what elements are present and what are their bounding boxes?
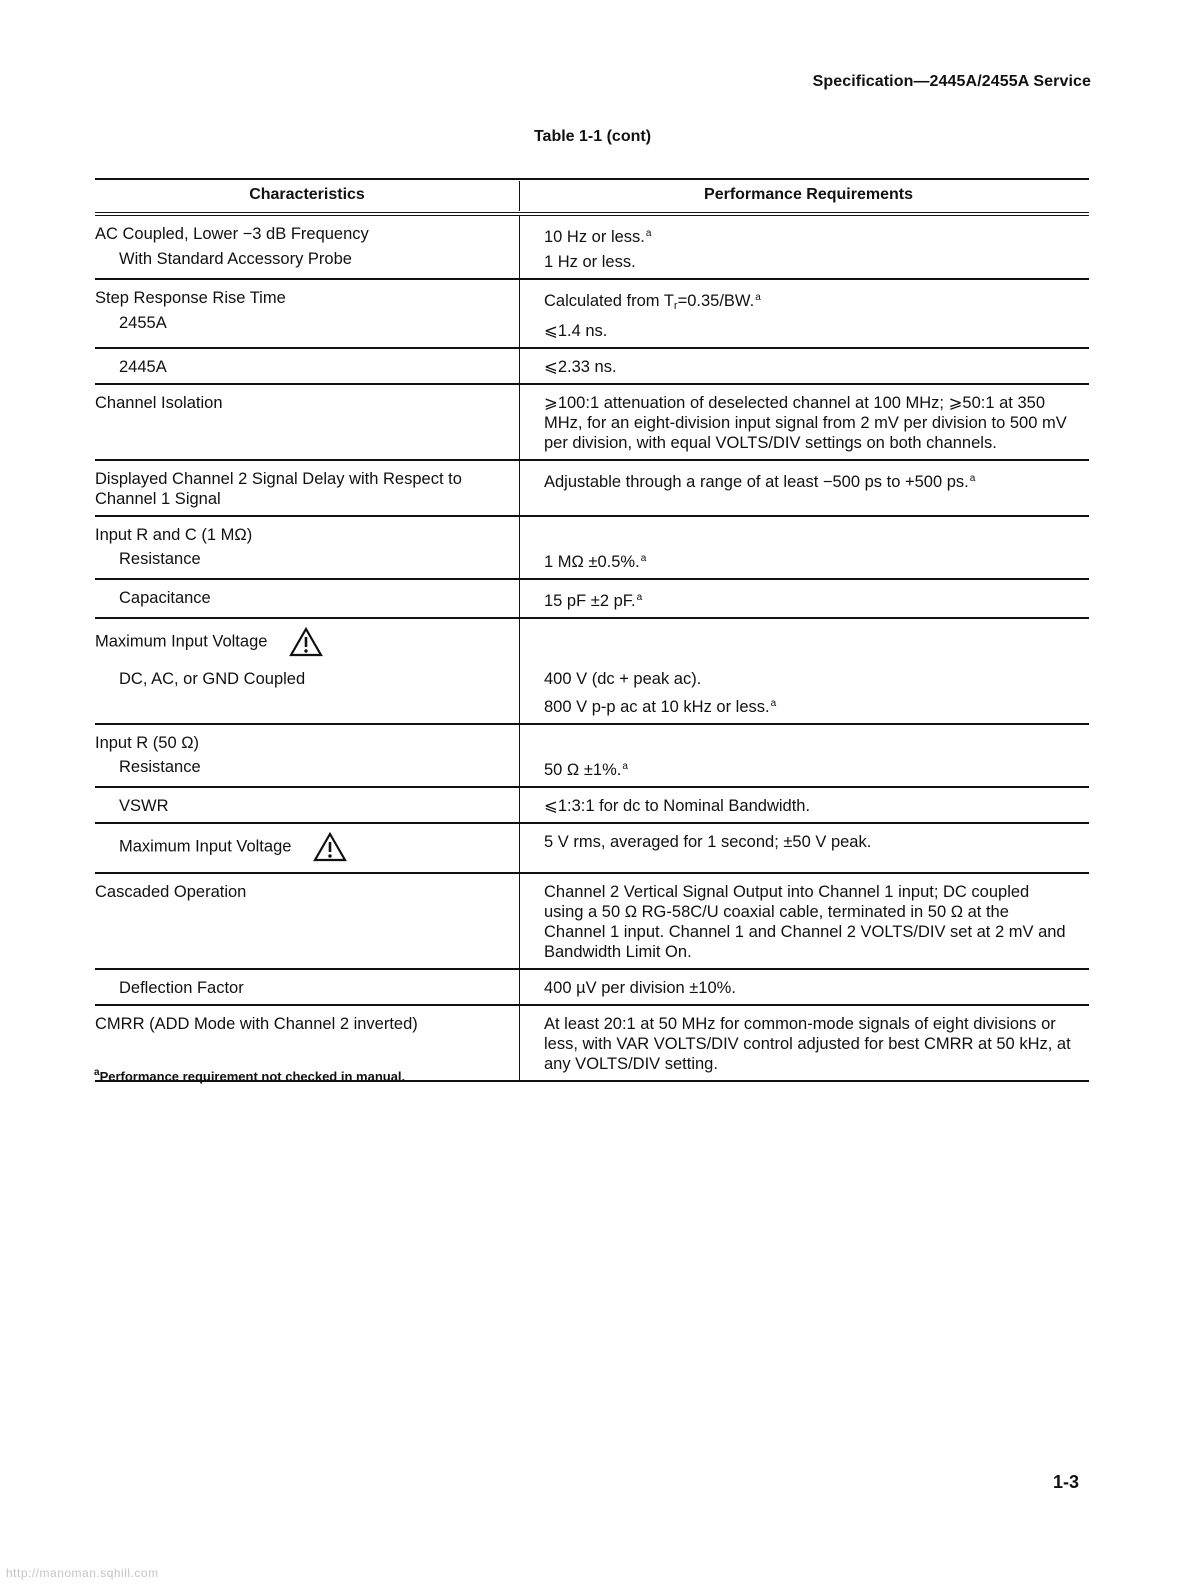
characteristic-label: Maximum Input Voltage xyxy=(95,632,268,651)
characteristic-label: Input R (50 Ω) xyxy=(95,734,200,752)
requirement-text: ⩽2.33 ns. xyxy=(544,358,617,376)
requirement-text: 50 Ω ±1%. xyxy=(544,761,622,779)
footnote-marker: a xyxy=(94,1067,100,1078)
requirement-text: 1 MΩ ±0.5%. xyxy=(544,553,640,571)
characteristic-sublabel: Resistance xyxy=(119,758,201,776)
requirement-text: 10 Hz or less. xyxy=(544,228,645,246)
table-row xyxy=(95,753,1089,788)
characteristic-sublabel: With Standard Accessory Probe xyxy=(119,250,352,268)
requirement-text: ⩽1.4 ns. xyxy=(544,322,608,340)
column-header-performance: Performance Requirements xyxy=(704,186,913,203)
table-row xyxy=(95,349,1089,385)
characteristic-sublabel: 2455A xyxy=(119,314,167,332)
footnote-marker: a xyxy=(622,761,628,772)
table-row xyxy=(95,824,1089,874)
requirement-text: 400 µV per division ±10%. xyxy=(544,979,736,997)
characteristic-sublabel: VSWR xyxy=(119,797,169,815)
page-number: 1-3 xyxy=(1052,1472,1079,1492)
table-row xyxy=(95,788,1089,824)
requirement-text: 1 Hz or less. xyxy=(544,253,636,271)
footnote-marker: a xyxy=(969,473,976,484)
footnote-marker: a xyxy=(636,592,643,603)
page-header-title: Specification—2445A/2455A Service xyxy=(812,73,1091,90)
characteristic-sublabel: Maximum Input Voltage xyxy=(119,837,292,856)
requirement-text: At least 20:1 at 50 MHz for common-mode signals of eight divisions or less, with VAR VOLTS/DIV control adjusted for best CMRR at 50 kHz, at any VOLTS/DIV setting. xyxy=(544,1015,1071,1073)
warning-triangle-icon xyxy=(289,627,323,657)
requirement-text: Channel 2 Vertical Signal Output into Channel 1 input; DC coupled using a 50 Ω RG-58C/U coaxial cable, terminated in 50 Ω at the Channel 1 input. Channel 1 and Channel 2 VOLTS/DIV set at 2 mV and Bandwidth Limit On. xyxy=(544,883,1066,961)
table-row xyxy=(95,461,1089,517)
requirement-text: 800 V p-p ac at 10 kHz or less. xyxy=(544,698,770,716)
footnote-marker: a xyxy=(640,553,647,564)
table-row xyxy=(95,970,1089,1006)
table-header-row xyxy=(95,180,1089,216)
footnote-text: Performance requirement not checked in manual. xyxy=(99,1069,406,1084)
source-watermark: http://manoman.sqhill.com xyxy=(6,1566,159,1580)
characteristic-label: Displayed Channel 2 Signal Delay with Respect to Channel 1 Signal xyxy=(95,470,462,508)
characteristic-label: Input R and C (1 MΩ) xyxy=(95,526,253,544)
characteristic-label: Channel Isolation xyxy=(95,394,223,412)
requirement-text: ⩾100:1 attenuation of deselected channel at 100 MHz; ⩾50:1 at 350 MHz, for an eight-division input signal from 2 mV per division to 500 mV per division, with equal VOLTS/DIV settings on both channels. xyxy=(544,394,1067,452)
table-row xyxy=(95,545,1089,580)
characteristic-label: CMRR (ADD Mode with Channel 2 inverted) xyxy=(95,1015,418,1033)
requirement-text: Calculated from T xyxy=(544,292,674,310)
table-footnote xyxy=(93,1067,405,1084)
footnote-marker: a xyxy=(755,292,761,303)
table-row xyxy=(95,580,1089,619)
characteristic-sublabel: Capacitance xyxy=(119,589,211,607)
characteristic-sublabel: Resistance xyxy=(119,550,201,568)
requirement-text: Adjustable through a range of at least −500 ps to +500 ps. xyxy=(544,473,969,491)
table-row xyxy=(95,725,1089,753)
table-row xyxy=(95,874,1089,970)
warning-triangle-icon xyxy=(313,832,347,862)
characteristic-sublabel: 2445A xyxy=(119,358,167,376)
requirement-text: ⩽1:3:1 for dc to Nominal Bandwidth. xyxy=(544,797,811,815)
requirement-text: 15 pF ±2 pF. xyxy=(544,592,636,610)
characteristic-sublabel: Deflection Factor xyxy=(119,979,244,997)
footnote-marker: a xyxy=(770,698,777,709)
table-caption: Table 1-1 (cont) xyxy=(533,128,652,145)
characteristic-label: Cascaded Operation xyxy=(95,883,247,901)
requirement-text: 400 V (dc + peak ac). xyxy=(544,670,702,688)
requirement-text: =0.35/BW. xyxy=(677,292,755,310)
table-row xyxy=(95,216,1089,280)
requirement-text: 5 V rms, averaged for 1 second; ±50 V peak. xyxy=(544,833,872,851)
table-row xyxy=(95,619,1089,725)
characteristic-sublabel: DC, AC, or GND Coupled xyxy=(119,670,306,688)
column-header-characteristics: Characteristics xyxy=(95,181,520,211)
table-row xyxy=(95,280,1089,349)
characteristic-label: Step Response Rise Time xyxy=(95,289,286,307)
footnote-marker: a xyxy=(645,228,652,239)
characteristic-label: AC Coupled, Lower −3 dB Frequency xyxy=(95,225,369,243)
table-row xyxy=(95,517,1089,545)
specification-table xyxy=(95,178,1089,1082)
subscript-r: r xyxy=(673,300,678,312)
table-row xyxy=(95,385,1089,461)
